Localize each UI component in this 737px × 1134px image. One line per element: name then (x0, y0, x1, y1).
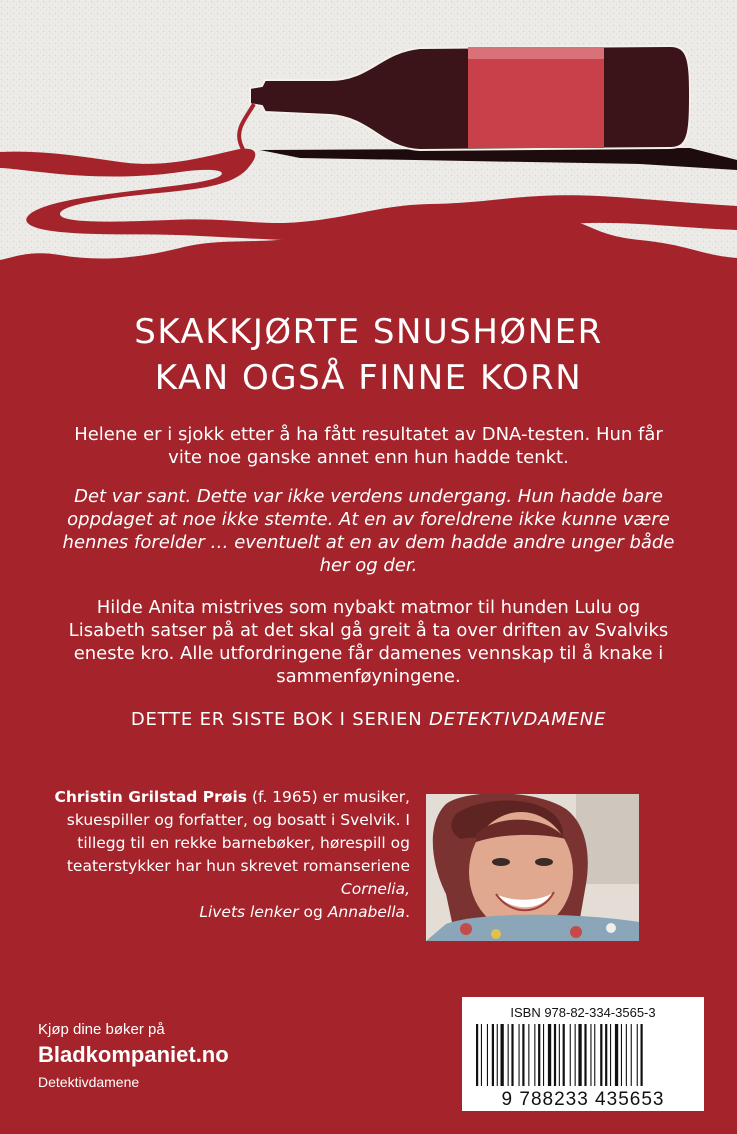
isbn-label: ISBN 978-82-334-3565-3 (510, 1005, 656, 1020)
isbn-barcode (462, 997, 704, 1111)
series-line (0, 709, 737, 730)
series-cornelia: Cornelia, (340, 880, 410, 898)
publisher-series: Detektivdamene (38, 1074, 140, 1090)
publisher-website[interactable]: Bladkompaniet.no (38, 1042, 229, 1067)
series-prefix: DETTE ER SISTE BOK I SERIEN (130, 709, 423, 730)
series-name: DETEKTIVDAMENE (429, 709, 607, 730)
series-annabella: Annabella (327, 903, 406, 921)
bottle-label (468, 47, 604, 148)
author-bio-joiner: og (303, 903, 323, 921)
book-title-line-2: KAN OGSÅ FINNE KORN (154, 358, 583, 398)
author-bio-text: (f. 1965) er musiker, skuespiller og forfatter, og bosatt i Svelvik. I tillegg til en rekke barnebøker, hørespill og teaterstykker har hun skrevet romanseriene (66, 788, 410, 875)
author-name: Christin Grilstad Prøis (54, 788, 247, 806)
barcode-digits: 9 788233 435653 (501, 1089, 665, 1110)
series-livets-lenker: Livets lenker (199, 903, 299, 921)
blurb-paragraph-3: Hilde Anita mistrives som nybakt matmor til hunden Lulu og Lisabeth satser på at det skal gå greit å ta over driften av Svalviks eneste kro. Alle utfordringene får damenes vennskap til å knake i sammenføyningene. (68, 597, 669, 687)
blurb-excerpt: Det var sant. Dette var ikke verdens undergang. Hun hadde bare oppdaget at noe ikke stemte. At en av foreldrene ikke kunne være hennes forelder … eventuelt at en av dem hadde andre unger både her og der. (62, 486, 675, 576)
wine-bottle-illustration (0, 0, 737, 300)
blurb-paragraph-1: Helene er i sjokk etter å ha fått resultatet av DNA-testen. Hun får vite noe ganske annet enn hun hadde tenkt. (74, 424, 663, 468)
author-photo (426, 794, 639, 941)
book-title-line-1: SKAKKJØRTE SNUSHØNER (134, 312, 603, 352)
author-bio (40, 786, 410, 924)
author-bio-end: . (405, 903, 410, 921)
buy-text: Kjøp dine bøker på (38, 1021, 165, 1038)
barcode-bars (474, 1024, 694, 1086)
